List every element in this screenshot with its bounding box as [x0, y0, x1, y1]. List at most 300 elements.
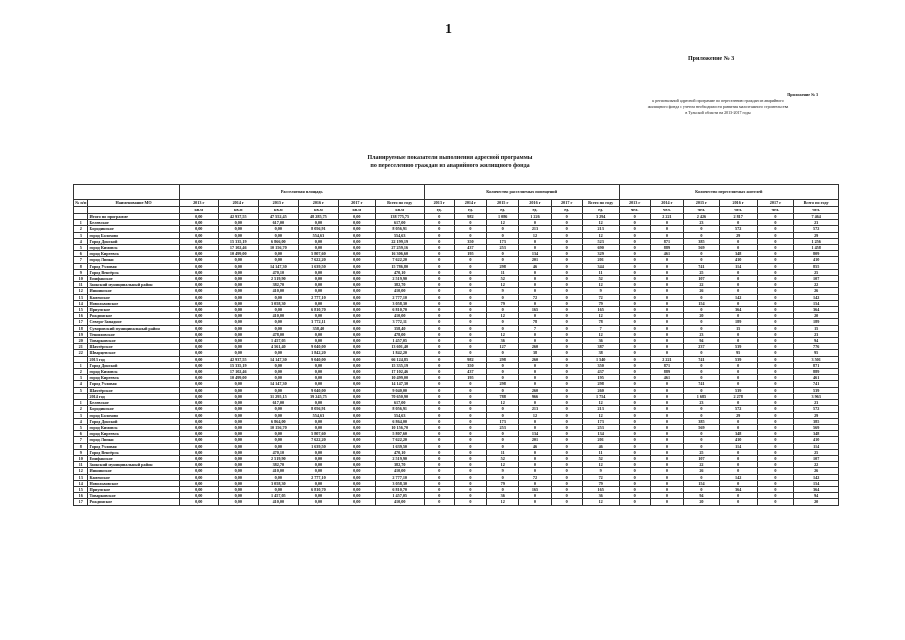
municipality-name-cell: Новольвовское — [88, 300, 179, 306]
value-cell: 0 — [619, 418, 650, 424]
value-cell: 0,00 — [338, 480, 375, 486]
value-cell: 0,00 — [218, 344, 258, 350]
row-number-cell: 13 — [74, 294, 88, 300]
value-cell: 0 — [454, 319, 486, 325]
value-cell: 0,00 — [338, 393, 375, 399]
value-cell: 66 124,85 — [375, 356, 424, 362]
unit-cell: чел. — [650, 207, 683, 214]
value-cell: 0 — [619, 300, 650, 306]
value-cell: 0,00 — [338, 362, 375, 368]
value-cell: 36 — [582, 493, 619, 499]
value-cell: 0,00 — [179, 269, 218, 275]
value-cell: 0 — [619, 232, 650, 238]
value-cell: 47 552,45 — [258, 214, 298, 220]
value-cell: 22 — [794, 282, 839, 288]
municipality-name-cell: Город Узловая — [88, 263, 179, 269]
value-cell: 0,00 — [179, 493, 218, 499]
unit-cell — [74, 207, 88, 214]
unit-cell: чел. — [757, 207, 794, 214]
value-cell: 966 — [519, 393, 551, 399]
value-cell: 0 — [519, 462, 551, 468]
municipality-name-cell: Рождинское — [88, 313, 179, 319]
value-cell: 25 — [684, 269, 720, 275]
value-cell: 0 — [519, 480, 551, 486]
row-number-cell: 4 — [74, 418, 88, 424]
value-cell: 0,00 — [338, 455, 375, 461]
value-cell: 0 — [519, 220, 551, 226]
value-cell: 358,40 — [375, 325, 424, 331]
value-cell: 0,00 — [338, 300, 375, 306]
value-cell: 0 — [619, 480, 650, 486]
value-cell: 52 — [582, 276, 619, 282]
value-cell: 0 — [454, 294, 486, 300]
value-cell: 0 — [619, 288, 650, 294]
value-cell: 7 — [582, 325, 619, 331]
value-cell: 0 — [487, 232, 519, 238]
value-cell: 0 — [650, 313, 683, 319]
row-number-cell: 2 — [74, 226, 88, 232]
value-cell: 0,00 — [218, 263, 258, 269]
value-cell: 0 — [619, 263, 650, 269]
value-cell: 3 058,30 — [258, 300, 298, 306]
value-cell: 22 199,19 — [375, 238, 424, 244]
value-cell: 0,00 — [338, 214, 375, 220]
municipality-name-cell: Заокский муниципальный район — [88, 462, 179, 468]
value-cell: 0 — [619, 356, 650, 362]
value-cell: 20 — [794, 313, 839, 319]
value-cell: 12 — [487, 462, 519, 468]
value-cell: 0 — [719, 369, 757, 375]
value-cell: 0 — [519, 338, 551, 344]
value-cell: 0,00 — [258, 369, 298, 375]
value-cell: 0 — [487, 443, 519, 449]
value-cell: 0 — [424, 269, 454, 275]
unit-cell: кв.м — [218, 207, 258, 214]
value-cell: 173 — [487, 238, 519, 244]
value-cell: 107 — [684, 276, 720, 282]
value-cell: 14 147,30 — [375, 381, 424, 387]
value-cell: 0 — [757, 393, 794, 399]
value-cell: 127 — [487, 344, 519, 350]
municipality-name-cell: Тешиловское — [88, 331, 179, 337]
value-cell: 0 — [454, 480, 486, 486]
value-cell: 0,00 — [218, 474, 258, 480]
unit-cell: кв.м — [375, 207, 424, 214]
unit-cell: ед. — [551, 207, 582, 214]
value-cell: 6 810,70 — [298, 307, 338, 313]
value-cell: 0 — [719, 338, 757, 344]
value-cell: 0,00 — [258, 319, 298, 325]
value-cell: 0 — [487, 294, 519, 300]
value-cell: 0 — [650, 300, 683, 306]
value-cell: 0 — [551, 424, 582, 430]
value-cell: 0 — [757, 387, 794, 393]
value-cell: 0,00 — [218, 462, 258, 468]
value-cell: 0,00 — [338, 263, 375, 269]
value-cell: 9 — [487, 288, 519, 294]
row-number-cell: 7 — [74, 437, 88, 443]
value-cell: 0 — [424, 356, 454, 362]
value-cell: 539 — [719, 344, 757, 350]
value-cell: 0,00 — [179, 282, 218, 288]
value-cell: 461 — [650, 251, 683, 257]
value-cell: 260 — [582, 387, 619, 393]
unit-cell: ед. — [424, 207, 454, 214]
value-cell: 0 — [519, 499, 551, 505]
value-cell: 0 — [684, 232, 720, 238]
value-cell: 0 — [551, 474, 582, 480]
value-cell: 554,63 — [298, 232, 338, 238]
value-cell: 0,00 — [179, 499, 218, 505]
value-cell: 189 — [794, 319, 839, 325]
municipality-name-cell: Товарковское — [88, 493, 179, 499]
value-cell: 0 — [650, 462, 683, 468]
value-cell: 0 — [650, 288, 683, 294]
municipality-name-cell: Северо-Западное — [88, 319, 179, 325]
value-cell: 0,00 — [338, 437, 375, 443]
value-cell: 0,00 — [218, 443, 258, 449]
value-cell: 0 — [519, 400, 551, 406]
value-cell: 26 — [684, 468, 720, 474]
value-cell: 0,00 — [338, 424, 375, 430]
value-cell: 741 — [684, 263, 720, 269]
value-cell: 1 457,05 — [375, 493, 424, 499]
value-cell: 0 — [650, 381, 683, 387]
value-cell: 0 — [650, 393, 683, 399]
value-cell: 0,00 — [338, 431, 375, 437]
value-cell: 29 — [794, 412, 839, 418]
value-cell: 165 — [582, 307, 619, 313]
value-cell: 213 — [582, 406, 619, 412]
value-cell: 0 — [719, 449, 757, 455]
value-cell: 0,00 — [298, 455, 338, 461]
value-cell: 3 058,30 — [375, 300, 424, 306]
value-cell: 741 — [684, 381, 720, 387]
value-cell: 0 — [487, 251, 519, 257]
value-cell: 138 775,75 — [375, 214, 424, 220]
value-cell: 94 — [684, 493, 720, 499]
value-cell: 195 — [454, 251, 486, 257]
value-cell: 0 — [551, 375, 582, 381]
value-cell: 0 — [619, 474, 650, 480]
value-cell: 23 — [684, 331, 720, 337]
value-cell: 0 — [424, 468, 454, 474]
value-cell: 0 — [424, 424, 454, 430]
value-cell: 0 — [619, 499, 650, 505]
value-cell: 0 — [619, 369, 650, 375]
value-cell: 0 — [454, 263, 486, 269]
value-cell: 0 — [519, 269, 551, 275]
value-cell: 0,00 — [179, 362, 218, 368]
value-cell: 0 — [684, 319, 720, 325]
value-cell: 0,00 — [179, 251, 218, 257]
value-cell: 0,00 — [258, 294, 298, 300]
value-cell: 0 — [424, 375, 454, 381]
value-cell: 253 — [487, 424, 519, 430]
value-cell: 12 — [519, 412, 551, 418]
value-cell: 0,00 — [338, 406, 375, 412]
value-cell: 134 — [519, 251, 551, 257]
value-cell: 298 — [487, 356, 519, 362]
value-cell: 0 — [757, 412, 794, 418]
value-cell: 0 — [551, 319, 582, 325]
value-cell: 0 — [650, 294, 683, 300]
value-cell: 3 501 — [794, 356, 839, 362]
column-header: 2015 г — [258, 200, 298, 207]
value-cell: 0,00 — [218, 437, 258, 443]
row-number-cell: 19 — [74, 331, 88, 337]
value-cell: 0 — [424, 381, 454, 387]
document-title — [330, 154, 570, 170]
value-cell: 26 — [794, 468, 839, 474]
value-cell: 0 — [757, 375, 794, 381]
value-cell: 201 — [519, 437, 551, 443]
value-cell: 0 — [719, 220, 757, 226]
value-cell: 165 — [519, 486, 551, 492]
value-cell: 0 — [424, 257, 454, 263]
value-cell: 0 — [684, 375, 720, 381]
value-cell: 410,00 — [258, 499, 298, 505]
value-cell: 0,00 — [218, 288, 258, 294]
value-cell: 0 — [650, 331, 683, 337]
municipality-name-cell: Бородинское — [88, 406, 179, 412]
value-cell: 0 — [619, 468, 650, 474]
value-cell: 0,00 — [179, 449, 218, 455]
value-cell: 2 221 — [650, 356, 683, 362]
column-header: 2016 г — [719, 200, 757, 207]
value-cell: 523 — [582, 238, 619, 244]
value-cell: 410 — [719, 257, 757, 263]
value-cell: 0 — [619, 412, 650, 418]
value-cell: 95 — [719, 350, 757, 356]
value-cell: 0 — [454, 493, 486, 499]
value-cell: 382,70 — [258, 282, 298, 288]
value-cell: 0,00 — [338, 468, 375, 474]
value-cell: 0,00 — [258, 375, 298, 381]
value-cell: 0 — [619, 226, 650, 232]
column-header: 2017 г — [338, 200, 375, 207]
value-cell: 2 519,90 — [258, 455, 298, 461]
value-cell: 0 — [757, 431, 794, 437]
value-cell: 154 — [684, 300, 720, 306]
value-cell: 478,00 — [375, 331, 424, 337]
value-cell: 0 — [684, 226, 720, 232]
municipality-name-cell: Суворовский муниципальный район — [88, 325, 179, 331]
value-cell: 260 — [519, 387, 551, 393]
unit-cell: чел. — [684, 207, 720, 214]
municipality-name-cell: город Липки — [88, 257, 179, 263]
value-cell: 0 — [619, 307, 650, 313]
value-cell: 0 — [551, 238, 582, 244]
value-cell: 0,00 — [218, 455, 258, 461]
value-cell: 0 — [487, 437, 519, 443]
value-cell: 134 — [582, 431, 619, 437]
value-cell: 9 — [487, 468, 519, 474]
municipality-name-cell: Приупское — [88, 486, 179, 492]
value-cell: 0,00 — [218, 480, 258, 486]
value-cell: 0 — [757, 226, 794, 232]
value-cell: 0,00 — [258, 406, 298, 412]
value-cell: 2 426 — [684, 214, 720, 220]
value-cell: 0,00 — [179, 412, 218, 418]
municipality-name-cell: город Киреевск — [88, 431, 179, 437]
value-cell: 0 — [487, 406, 519, 412]
value-cell: 0,00 — [218, 493, 258, 499]
value-cell: 0,00 — [298, 313, 338, 319]
value-cell: 0 — [619, 387, 650, 393]
value-cell: 0 — [424, 406, 454, 412]
value-cell: 0,00 — [179, 226, 218, 232]
value-cell: 0,00 — [218, 431, 258, 437]
value-cell: 889 — [794, 369, 839, 375]
value-cell: 114 — [719, 443, 757, 449]
value-cell: 48 285,75 — [298, 214, 338, 220]
value-cell: 20 — [684, 313, 720, 319]
municipality-name-cell: город Болохово — [88, 412, 179, 418]
value-cell: 0 — [424, 331, 454, 337]
value-cell: 0,00 — [338, 344, 375, 350]
column-header: 2013 г — [179, 200, 218, 207]
value-cell: 0 — [757, 300, 794, 306]
value-cell: 348 — [719, 431, 757, 437]
value-cell: 0 — [551, 493, 582, 499]
value-cell: 0 — [454, 424, 486, 430]
row-number-cell: 11 — [74, 462, 88, 468]
row-number-cell: 11 — [74, 282, 88, 288]
value-cell: 0 — [519, 493, 551, 499]
value-cell: 0 — [551, 486, 582, 492]
value-cell: 0 — [424, 220, 454, 226]
value-cell: 0 — [619, 338, 650, 344]
value-cell: 7 622,20 — [375, 257, 424, 263]
value-cell: 0 — [519, 300, 551, 306]
value-cell: 0 — [487, 350, 519, 356]
value-cell: 26 — [794, 288, 839, 294]
value-cell: 0 — [454, 325, 486, 331]
value-cell: 0 — [757, 245, 794, 251]
unit-cell: кв.м — [258, 207, 298, 214]
value-cell: 348 — [719, 251, 757, 257]
value-cell: 29 — [719, 232, 757, 238]
value-cell: 0 — [719, 468, 757, 474]
value-cell: 0 — [454, 381, 486, 387]
value-cell: 0 — [619, 443, 650, 449]
value-cell: 0 — [551, 443, 582, 449]
value-cell: 0,00 — [338, 418, 375, 424]
value-cell: 0 — [684, 387, 720, 393]
value-cell: 36 — [487, 338, 519, 344]
value-cell: 0,00 — [338, 288, 375, 294]
value-cell: 0 — [757, 424, 794, 430]
value-cell: 0 — [619, 269, 650, 275]
value-cell: 0 — [757, 294, 794, 300]
value-cell: 0,00 — [338, 443, 375, 449]
value-cell: 0,00 — [179, 424, 218, 430]
value-cell: 0,00 — [179, 263, 218, 269]
municipality-name-cell: Город Венгёрск — [88, 449, 179, 455]
value-cell: 0 — [519, 331, 551, 337]
value-cell: 554,63 — [375, 412, 424, 418]
value-cell: 617,00 — [258, 400, 298, 406]
value-cell: 0,00 — [179, 431, 218, 437]
value-cell: 0 — [519, 455, 551, 461]
value-cell: 0 — [424, 499, 454, 505]
value-cell: 0 — [424, 369, 454, 375]
value-cell: 0 — [424, 226, 454, 232]
municipality-name-cell: Каменское — [88, 474, 179, 480]
value-cell: 572 — [794, 406, 839, 412]
value-cell: 0,00 — [298, 238, 338, 244]
value-cell: 0,00 — [298, 369, 338, 375]
value-cell: 0 — [619, 220, 650, 226]
row-number-cell: 12 — [74, 468, 88, 474]
value-cell: 0,00 — [179, 375, 218, 381]
value-cell: 0,00 — [179, 331, 218, 337]
group-header-area: Расселяемая площадь — [179, 185, 424, 200]
value-cell: 410 — [794, 257, 839, 263]
value-cell: 10 499,00 — [218, 375, 258, 381]
value-cell: 0,00 — [338, 313, 375, 319]
value-cell: 0,00 — [298, 424, 338, 430]
value-cell: 0 — [454, 344, 486, 350]
annex-block-line: в Тульской области на 2013-2017 годы — [685, 110, 751, 115]
value-cell: 0,00 — [179, 443, 218, 449]
value-cell: 0 — [719, 362, 757, 368]
row-number-cell: 7 — [74, 257, 88, 263]
value-cell: 95 — [794, 350, 839, 356]
value-cell: 617,00 — [375, 220, 424, 226]
value-cell: 0 — [519, 369, 551, 375]
value-cell: 5 807,60 — [298, 431, 338, 437]
value-cell: 0 — [757, 232, 794, 238]
value-cell: 0 — [424, 387, 454, 393]
value-cell: 0,00 — [218, 381, 258, 387]
value-cell: 0,00 — [338, 499, 375, 505]
value-cell: 0,00 — [258, 257, 298, 263]
value-cell: 0,00 — [218, 226, 258, 232]
value-cell: 12 — [582, 220, 619, 226]
value-cell: 8 056,91 — [298, 226, 338, 232]
value-cell: 690 — [582, 245, 619, 251]
value-cell: 871 — [650, 362, 683, 368]
value-cell: 364 — [719, 486, 757, 492]
value-cell: 6 810,70 — [375, 486, 424, 492]
value-cell: 2 817 — [719, 214, 757, 220]
value-cell: 0 — [757, 313, 794, 319]
value-cell: 0 — [551, 344, 582, 350]
value-cell: 410,00 — [375, 288, 424, 294]
municipality-name-cell: Белевское — [88, 220, 179, 226]
row-number-cell: 17 — [74, 499, 88, 505]
value-cell: 0 — [487, 319, 519, 325]
value-cell: 554,63 — [298, 412, 338, 418]
row-number-cell: 4 — [74, 381, 88, 387]
value-cell: 0,00 — [338, 257, 375, 263]
value-cell: 0 — [619, 486, 650, 492]
value-cell: 0,00 — [179, 400, 218, 406]
value-cell: 0 — [551, 362, 582, 368]
value-cell: 0 — [650, 269, 683, 275]
value-cell: 982 — [454, 356, 486, 362]
row-number-cell: 17 — [74, 319, 88, 325]
value-cell: 382,70 — [375, 462, 424, 468]
value-cell: 0 — [519, 468, 551, 474]
value-cell: 1 540 — [582, 356, 619, 362]
value-cell: 788 — [487, 393, 519, 399]
value-cell: 15 335,19 — [218, 362, 258, 368]
value-cell: 0 — [619, 493, 650, 499]
value-cell: 142 — [794, 294, 839, 300]
